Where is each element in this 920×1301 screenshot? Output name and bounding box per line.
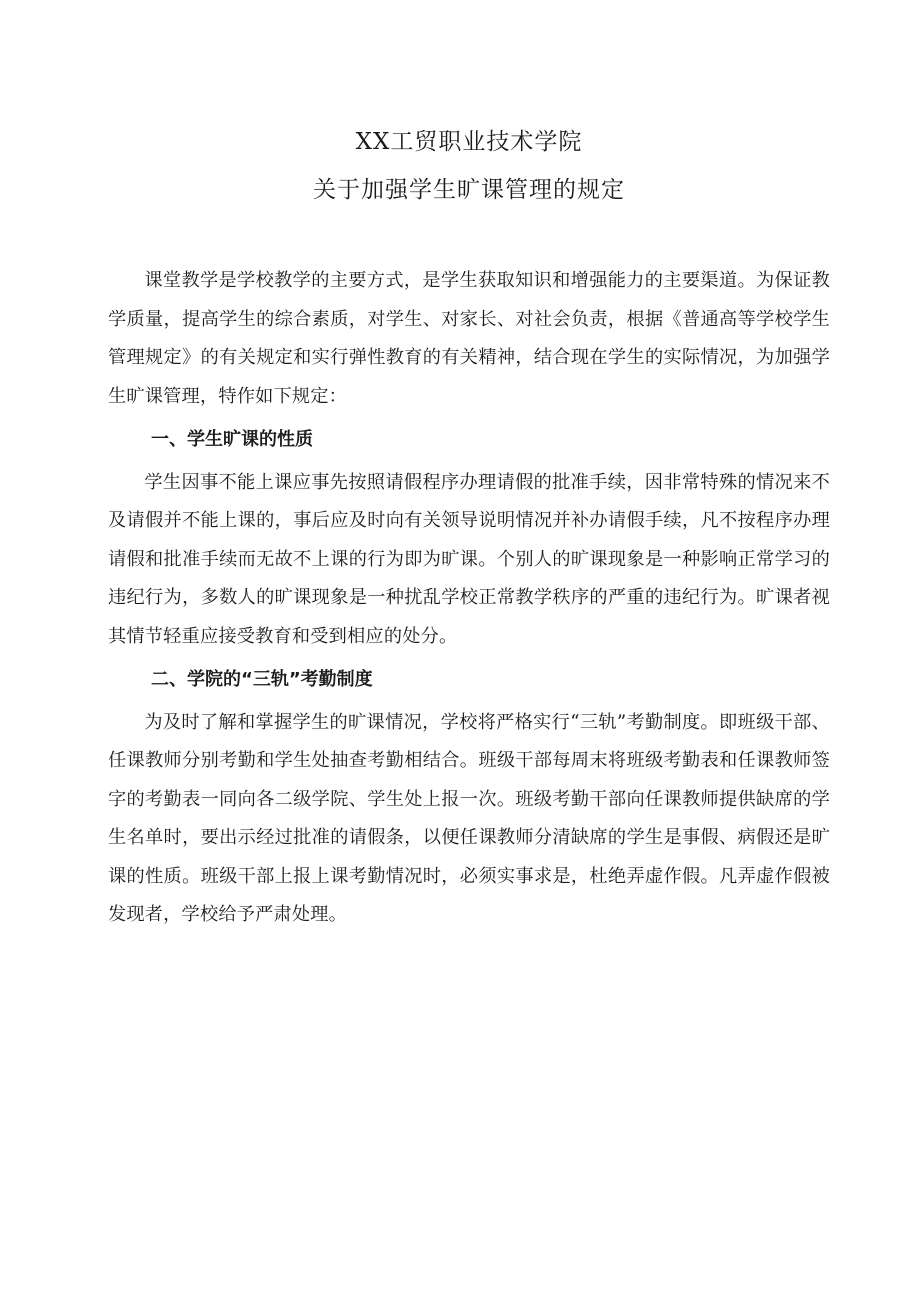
document-title-institution: XX工贸职业技术学院 <box>355 129 583 155</box>
document-title-regulation: 关于加强学生旷课管理的规定 <box>313 177 625 203</box>
section-heading: 一、学生旷课的性质 <box>151 429 313 450</box>
section-heading: 二、学院的“三轨”考勤制度 <box>151 669 373 690</box>
section-paragraph: 学生因事不能上课应事先按照请假程序办理请假的批准手续，因非常特殊的情况来不及请假并不能上课的，事后应及时向有关领导说明情况并补办请假手续，凡不按程序办理请假和批准手续而无故不上课的行为即为旷课。个别人的旷课现象是一种影响正常学习的违纪行为，多数人的旷课现象是一种扰乱学校正常教学秩序的严重的违纪行为。旷课者视其情节轻重应接受教育和受到相应的处分。 <box>108 471 830 647</box>
section-paragraph: 为及时了解和掌握学生的旷课情况，学校将严格实行“三轨”考勤制度。即班级干部、任课教师分别考勤和学生处抽查考勤相结合。班级干部每周末将班级考勤表和任课教师签字的考勤表一同向各二级学院、学生处上报一次。班级考勤干部向任课教师提供缺席的学生名单时，要出示经过批准的请假条，以便任课教师分清缺席的学生是事假、病假还是旷课的性质。班级干部上报上课考勤情况时，必须实事求是，杜绝弄虚作假。凡弄虚作假被发现者，学校给予严肃处理。 <box>108 711 830 925</box>
section-attendance-system <box>108 661 830 935</box>
section-nature-of-absence <box>108 421 830 656</box>
document-body <box>108 262 830 935</box>
intro-paragraph: 课堂教学是学校教学的主要方式，是学生获取知识和增强能力的主要渠道。为保证教学质量，提高学生的综合素质，对学生、对家长、对社会负责，根据《普通高等学校学生管理规定》的有关规定和实行弹性教育的有关精神，结合现在学生的实际情况，为加强学生旷课管理，特作如下规定： <box>108 270 830 407</box>
document-page <box>108 128 830 935</box>
